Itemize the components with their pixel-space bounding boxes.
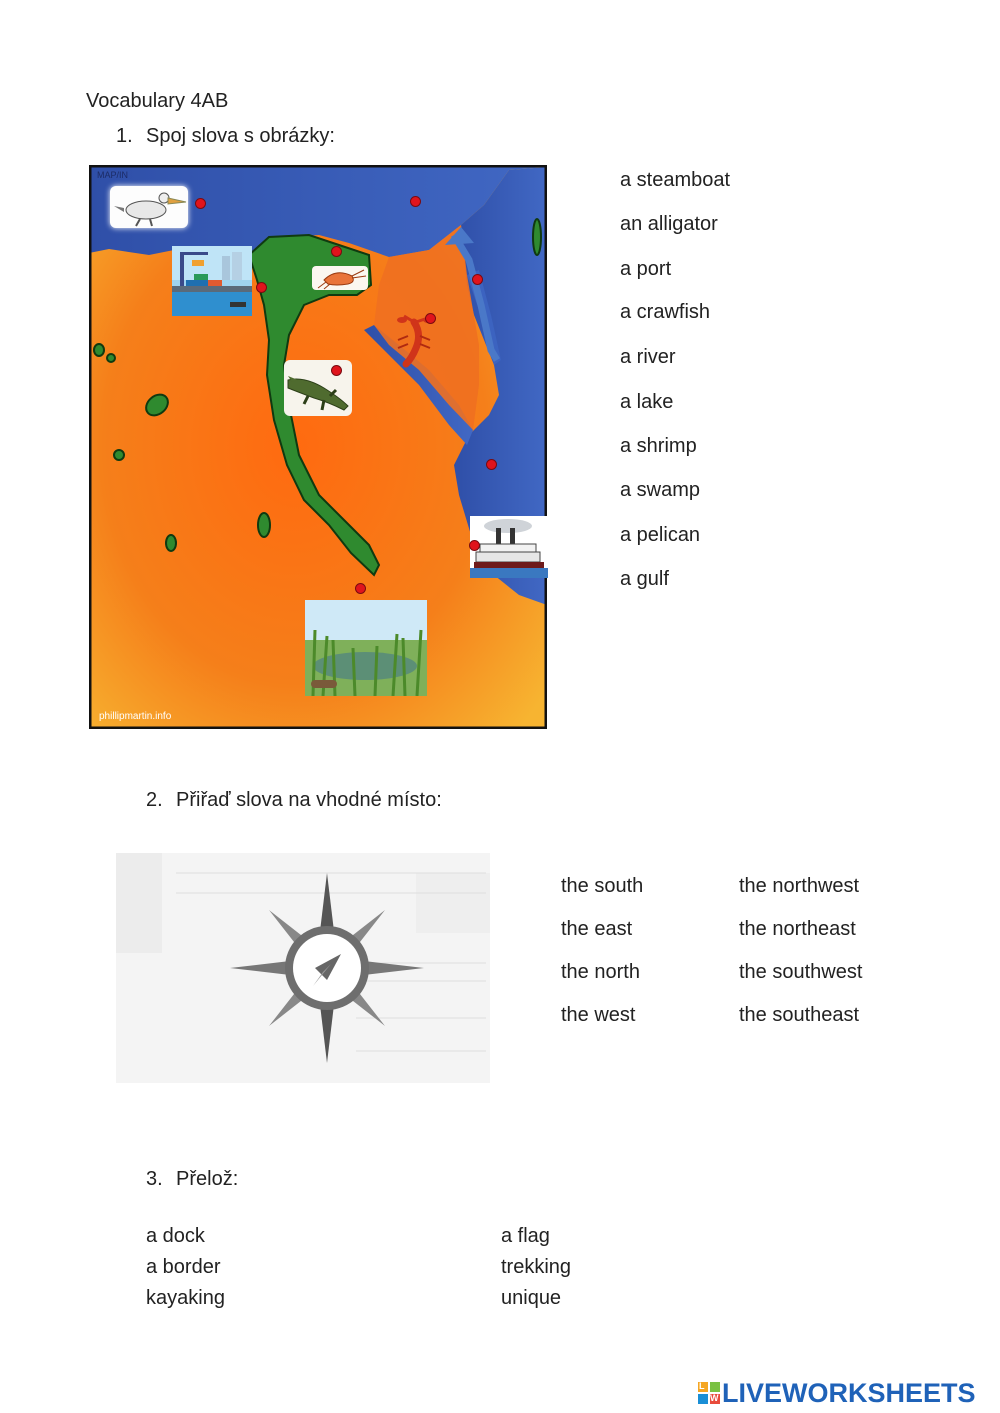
direction-northeast[interactable]: the northeast xyxy=(739,918,856,940)
word-river[interactable]: a river xyxy=(620,346,676,368)
translate-item: unique xyxy=(501,1287,562,1309)
brand-text: LIVEWORKSHEETS xyxy=(722,1377,976,1408)
task3-instruction: Přelož: xyxy=(176,1168,239,1190)
port-icon xyxy=(172,246,252,316)
map-credit: phillipmartin.info xyxy=(99,711,172,722)
doc-title: Vocabulary 4AB xyxy=(86,90,229,112)
map-marker[interactable] xyxy=(486,459,497,470)
logo-letter: L xyxy=(699,1381,705,1391)
shrimp-picture[interactable] xyxy=(312,266,368,290)
word-shrimp[interactable]: a shrimp xyxy=(620,435,697,457)
pelican-picture[interactable] xyxy=(110,186,188,228)
word-crawfish[interactable]: a crawfish xyxy=(620,301,711,323)
map-marker[interactable] xyxy=(469,540,480,551)
pelican-icon xyxy=(110,186,188,228)
word-pelican[interactable]: a pelican xyxy=(620,524,701,546)
word-alligator[interactable]: an alligator xyxy=(620,213,718,235)
task1-number: 1. xyxy=(116,125,133,147)
port-picture[interactable] xyxy=(172,246,252,316)
direction-northwest[interactable]: the northwest xyxy=(739,875,860,897)
task3-number: 3. xyxy=(146,1168,163,1190)
translate-item: a flag xyxy=(501,1225,550,1247)
map-marker[interactable] xyxy=(472,274,483,285)
direction-north[interactable]: the north xyxy=(561,961,640,983)
task2-instruction: Přiřaď slova na vhodné místo: xyxy=(176,789,442,811)
steamboat-picture[interactable] xyxy=(470,516,548,578)
logo-letter: W xyxy=(710,1393,719,1403)
compass-rose-icon xyxy=(116,853,490,1083)
shrimp-icon xyxy=(312,266,368,290)
word-swamp[interactable]: a swamp xyxy=(620,479,701,501)
map-marker[interactable] xyxy=(425,313,436,324)
direction-south[interactable]: the south xyxy=(561,875,644,897)
word-gulf[interactable]: a gulf xyxy=(620,568,669,590)
direction-east[interactable]: the east xyxy=(561,918,633,940)
word-steamboat[interactable]: a steamboat xyxy=(620,169,731,191)
map-marker[interactable] xyxy=(331,246,342,257)
liveworksheets-logo[interactable] xyxy=(698,1378,976,1408)
word-port[interactable]: a port xyxy=(620,258,672,280)
map-marker[interactable] xyxy=(195,198,206,209)
direction-southeast[interactable]: the southeast xyxy=(739,1004,860,1026)
translate-item: a border xyxy=(146,1256,221,1278)
translate-item: a dock xyxy=(146,1225,205,1247)
translate-item: trekking xyxy=(501,1256,572,1278)
map-marker[interactable] xyxy=(355,583,366,594)
steamboat-icon xyxy=(470,516,548,578)
swamp-picture[interactable] xyxy=(305,600,427,696)
task1-instruction: Spoj slova s obrázky: xyxy=(146,125,335,147)
compass-picture xyxy=(116,853,490,1083)
map-marker[interactable] xyxy=(410,196,421,207)
translate-item: kayaking xyxy=(146,1287,225,1309)
map-marker[interactable] xyxy=(331,365,342,376)
direction-southwest[interactable]: the southwest xyxy=(739,961,863,983)
logo-icon xyxy=(698,1382,720,1404)
task2-number: 2. xyxy=(146,789,163,811)
word-lake[interactable]: a lake xyxy=(620,391,674,413)
direction-west[interactable]: the west xyxy=(561,1004,636,1026)
map-marker[interactable] xyxy=(256,282,267,293)
map-top-label: MAP/IN xyxy=(97,170,129,180)
swamp-icon xyxy=(305,600,427,696)
